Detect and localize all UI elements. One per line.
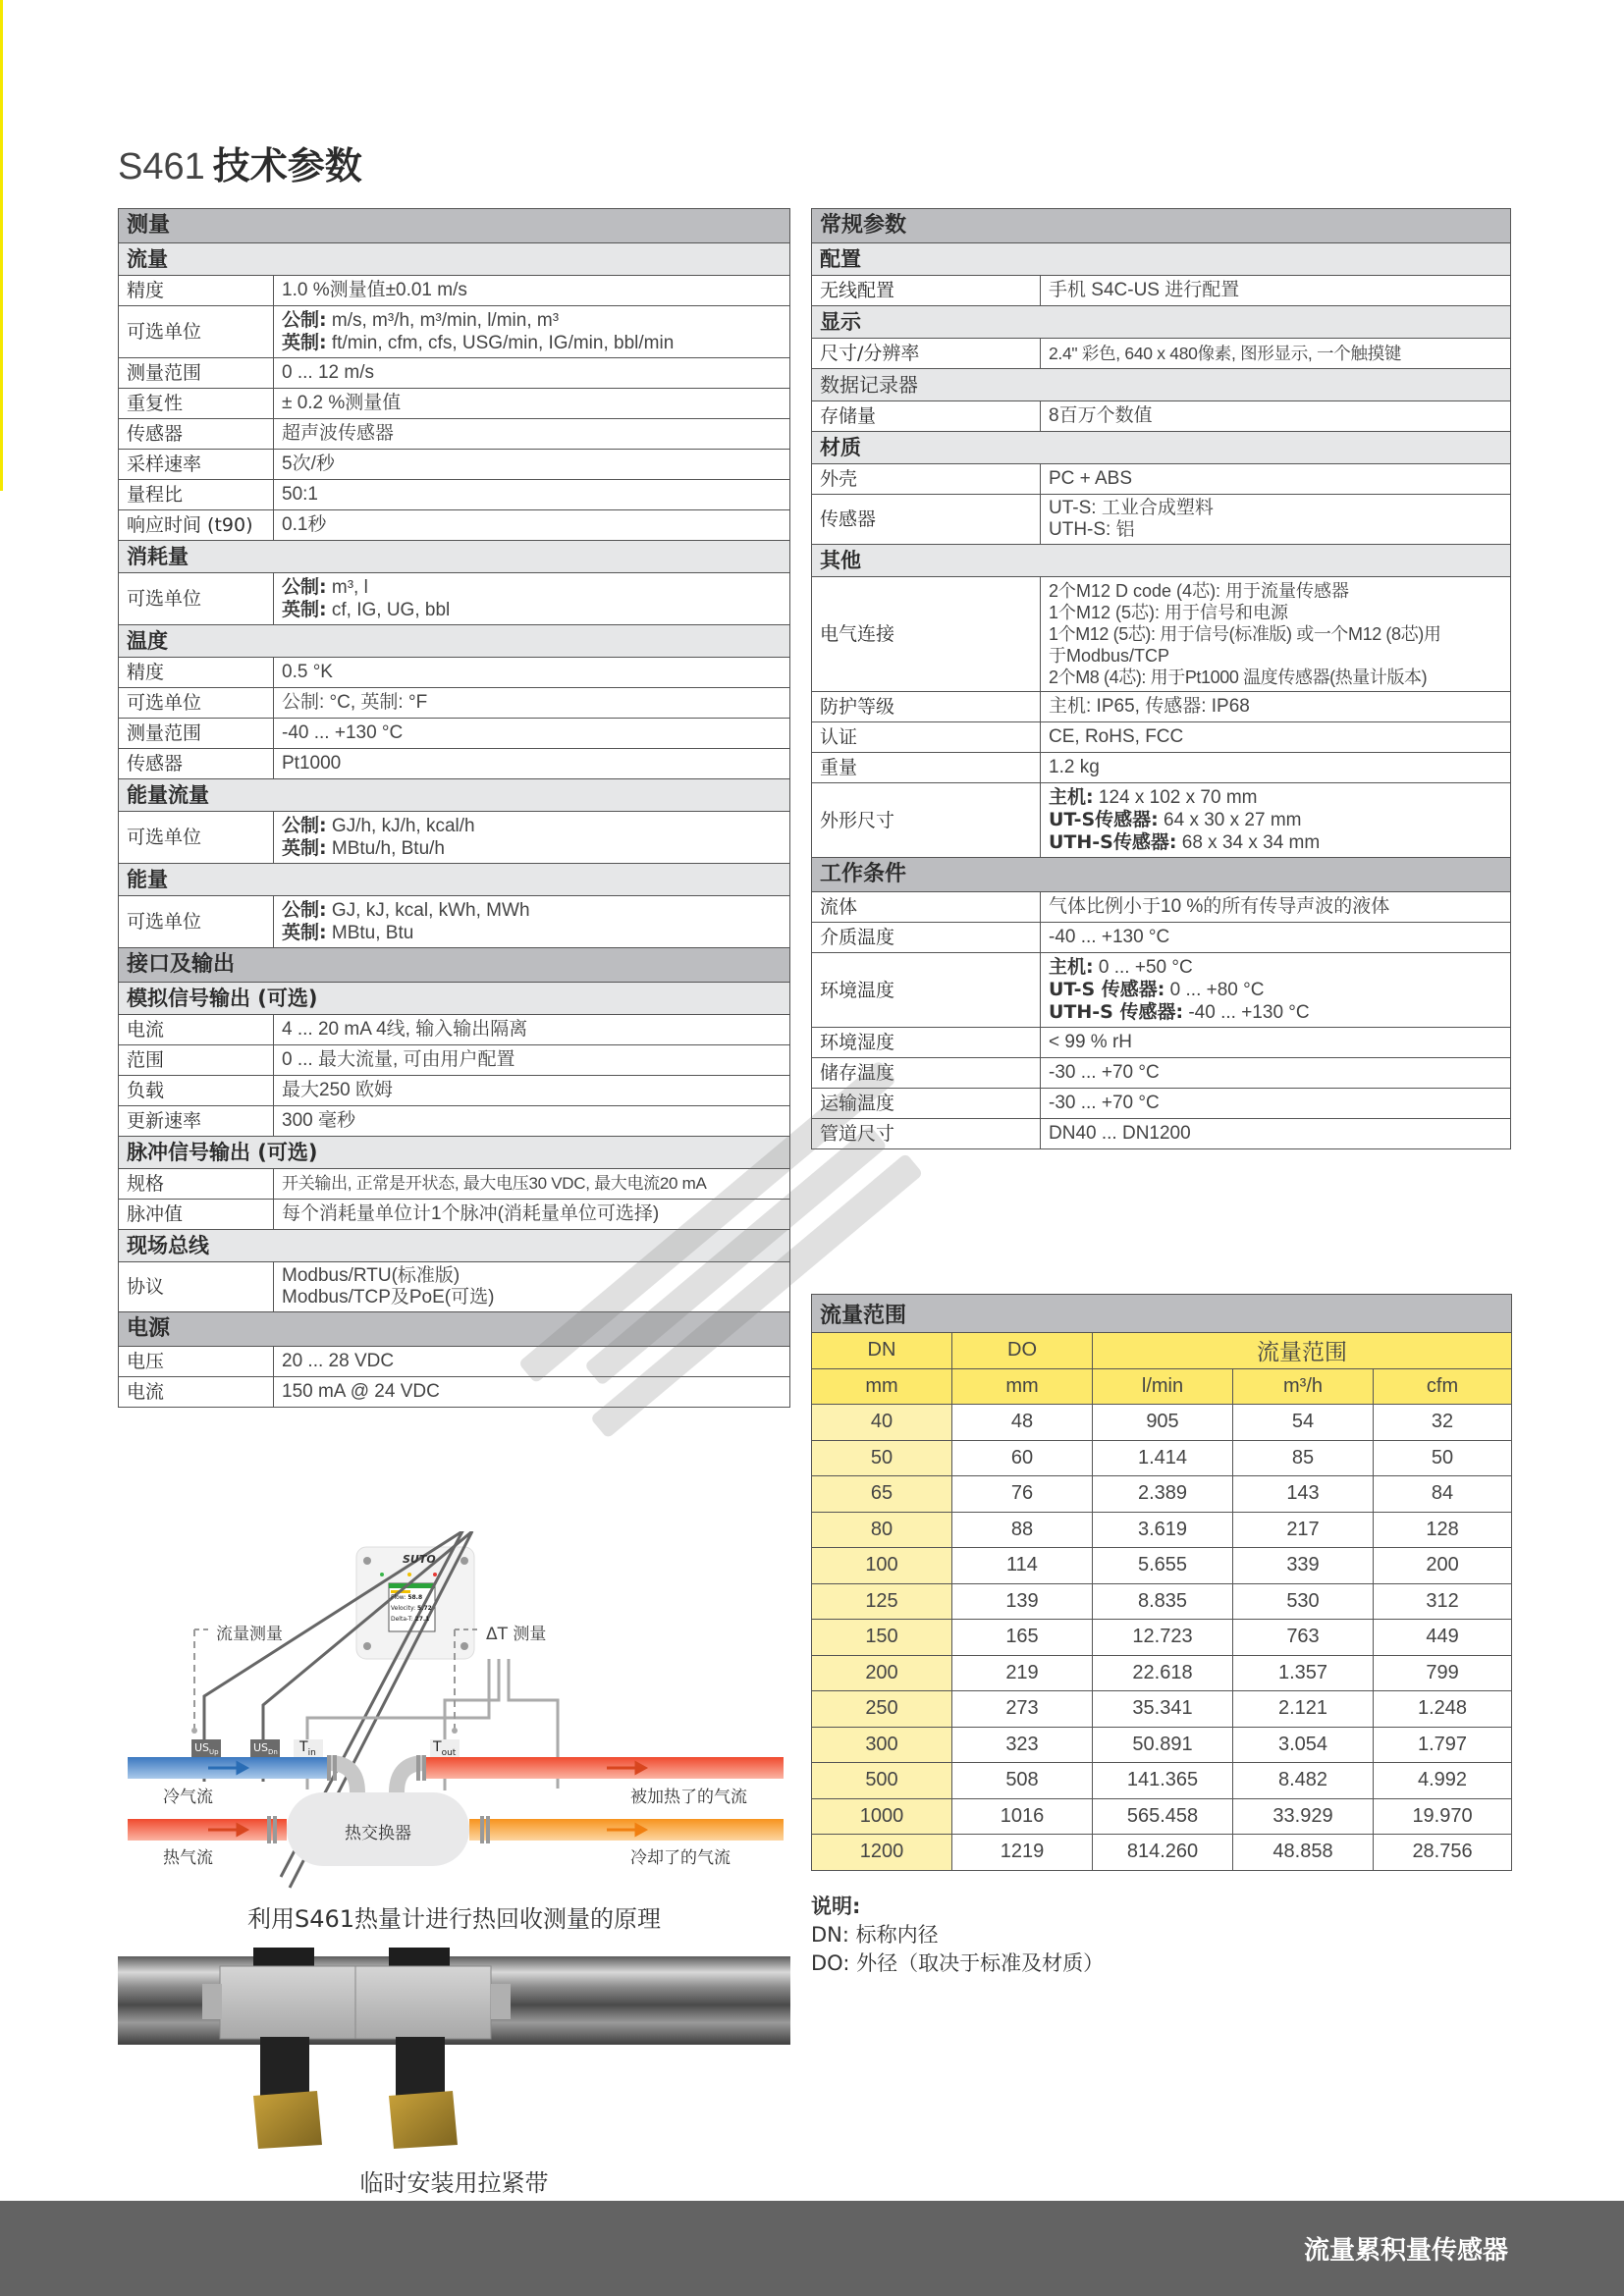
spec-value: 公制: °C, 英制: °F: [274, 688, 790, 719]
flow-range-row: [812, 1583, 1512, 1620]
spec-value: CE, RoHS, FCC: [1041, 722, 1511, 753]
edge-accent-line: [0, 0, 3, 491]
spec-row: [119, 1015, 790, 1045]
cell-m3h: 143: [1233, 1476, 1374, 1513]
spec-value: 主机: 0 ... +50 °C UT-S 传感器: 0 ... +80 °C UTH-S 传感器: -40 ... +130 °C: [1041, 953, 1511, 1028]
unit-cfm: cfm: [1374, 1368, 1512, 1405]
flow-range-title-row: [812, 1295, 1512, 1333]
spec-row: [119, 1377, 790, 1408]
cell-m3h: 1.357: [1233, 1655, 1374, 1691]
spec-row: [812, 923, 1511, 953]
section-header: [119, 948, 790, 983]
spec-label: 精度: [119, 276, 274, 306]
flow-range-row: [812, 1763, 1512, 1799]
cold-air-label: 冷气流: [163, 1788, 213, 1807]
cell-dn: 300: [812, 1727, 952, 1763]
spec-row: [812, 1089, 1511, 1119]
spec-value: 1.0 %测量值±0.01 m/s: [274, 276, 790, 306]
cell-m3h: 339: [1233, 1548, 1374, 1584]
cell-do: 323: [952, 1727, 1093, 1763]
section-header: [119, 209, 790, 243]
cell-do: 76: [952, 1476, 1093, 1513]
cell-cfm: 200: [1374, 1548, 1512, 1584]
section-header: [119, 1312, 790, 1347]
spec-label: 测量范围: [119, 719, 274, 749]
cell-dn: 1200: [812, 1835, 952, 1871]
subsection-header: [119, 1137, 790, 1169]
cell-lmin: 50.891: [1093, 1727, 1233, 1763]
spec-label: 传感器: [812, 495, 1041, 545]
footer-product-category: 流量累积量传感器: [1303, 2236, 1508, 2266]
spec-label: 更新速率: [119, 1106, 274, 1137]
flow-range-title: 流量范围: [812, 1295, 1512, 1333]
spec-row: [119, 450, 790, 480]
cell-do: 114: [952, 1548, 1093, 1584]
spec-value: 公制: GJ, kJ, kcal, kWh, MWh 英制: MBtu, Btu: [274, 896, 790, 948]
spec-label: 电压: [119, 1347, 274, 1377]
spec-value: 300 毫秒: [274, 1106, 790, 1137]
header-dn: DN: [812, 1333, 952, 1369]
spec-label: 负载: [119, 1076, 274, 1106]
flow-range-row: [812, 1655, 1512, 1691]
subsection-title: 能量流量: [119, 779, 790, 812]
section-title: 接口及输出: [119, 948, 790, 983]
spec-row: [119, 510, 790, 541]
spec-label: 可选单位: [119, 896, 274, 948]
note-dn: DN: 标称内径: [811, 1923, 939, 1947]
diagram-caption: 利用S461热量计进行热回收测量的原理: [246, 1905, 662, 1933]
cell-do: 1016: [952, 1798, 1093, 1835]
spec-value: 气体比例小于10 %的所有传导声波的液体: [1041, 892, 1511, 923]
cell-lmin: 3.619: [1093, 1512, 1233, 1548]
cell-dn: 50: [812, 1440, 952, 1476]
spec-value: -40 ... +130 °C: [274, 719, 790, 749]
spec-label: 介质温度: [812, 923, 1041, 953]
spec-value: Pt1000: [274, 749, 790, 779]
spec-row: [119, 1045, 790, 1076]
cell-cfm: 1.248: [1374, 1691, 1512, 1728]
spec-value: -30 ... +70 °C: [1041, 1089, 1511, 1119]
spec-row: [119, 276, 790, 306]
spec-row: [119, 573, 790, 625]
spec-row: [119, 658, 790, 688]
flow-range-row: [812, 1405, 1512, 1441]
cell-lmin: 814.260: [1093, 1835, 1233, 1871]
pipe-photo-graphic: [116, 1939, 793, 2160]
subsection-title: 消耗量: [119, 541, 790, 573]
spec-label: 认证: [812, 722, 1041, 753]
subsection-title: 流量: [119, 243, 790, 276]
cell-do: 165: [952, 1620, 1093, 1656]
flow-measure-label: 流量测量: [216, 1625, 283, 1644]
spec-label: 环境温度: [812, 953, 1041, 1028]
spec-label: 电流: [119, 1377, 274, 1408]
cell-m3h: 54: [1233, 1405, 1374, 1441]
cell-lmin: 141.365: [1093, 1763, 1233, 1799]
cell-m3h: 48.858: [1233, 1835, 1374, 1871]
spec-value: -30 ... +70 °C: [1041, 1058, 1511, 1089]
cell-cfm: 799: [1374, 1655, 1512, 1691]
spec-label: 范围: [119, 1045, 274, 1076]
spec-table-measurement: [118, 208, 790, 1408]
section-header: [812, 209, 1511, 243]
subsection-header: [812, 306, 1511, 339]
spec-label: 外形尺寸: [812, 783, 1041, 858]
spec-value: PC + ABS: [1041, 464, 1511, 495]
cell-cfm: 312: [1374, 1583, 1512, 1620]
subsection-title: 配置: [812, 243, 1511, 276]
spec-value: 50:1: [274, 480, 790, 510]
cell-do: 60: [952, 1440, 1093, 1476]
cell-lmin: 12.723: [1093, 1620, 1233, 1656]
spec-value: 8百万个数值: [1041, 401, 1511, 432]
cell-dn: 250: [812, 1691, 952, 1728]
cell-m3h: 3.054: [1233, 1727, 1374, 1763]
spec-label: 重复性: [119, 389, 274, 419]
cell-cfm: 28.756: [1374, 1835, 1512, 1871]
spec-row: [119, 419, 790, 450]
flow-range-row: [812, 1727, 1512, 1763]
spec-label: 响应时间 (t90): [119, 510, 274, 541]
spec-row: [812, 783, 1511, 858]
spec-value: 开关输出, 正常是开状态, 最大电压30 VDC, 最大电流20 mA: [274, 1169, 790, 1200]
cell-do: 508: [952, 1763, 1093, 1799]
spec-row: [119, 896, 790, 948]
spec-label: 规格: [119, 1169, 274, 1200]
cell-lmin: 1.414: [1093, 1440, 1233, 1476]
cell-lmin: 22.618: [1093, 1655, 1233, 1691]
spec-label: 协议: [119, 1262, 274, 1312]
cell-m3h: 85: [1233, 1440, 1374, 1476]
spec-row: [812, 276, 1511, 306]
spec-label: 管道尺寸: [812, 1119, 1041, 1149]
spec-value: 超声波传感器: [274, 419, 790, 450]
heated-air-label: 被加热了的气流: [630, 1788, 747, 1807]
cell-cfm: 50: [1374, 1440, 1512, 1476]
spec-row: [119, 1169, 790, 1200]
spec-value: ± 0.2 %测量值: [274, 389, 790, 419]
spec-value: Modbus/RTU(标准版) Modbus/TCP及PoE(可选): [274, 1262, 790, 1312]
cell-m3h: 763: [1233, 1620, 1374, 1656]
subsection-header: [119, 864, 790, 896]
spec-value: -40 ... +130 °C: [1041, 923, 1511, 953]
spec-row: [812, 1119, 1511, 1149]
spec-row: [119, 1347, 790, 1377]
cell-m3h: 2.121: [1233, 1691, 1374, 1728]
spec-value: < 99 % rH: [1041, 1028, 1511, 1058]
device-screen: [391, 1592, 434, 1625]
spec-label: 量程比: [119, 480, 274, 510]
spec-value: 150 mA @ 24 VDC: [274, 1377, 790, 1408]
spec-value: 2个M12 D code (4芯): 用于流量传感器 1个M12 (5芯): 用于信号和电源 1个M12 (5芯): 用于信号(标准版) 或一个M12 (8芯)用 于Modbus/TCP 2个M8 (4芯): 用于Pt1000 温度传感器(热量计版本): [1041, 577, 1511, 692]
spec-label: 流体: [812, 892, 1041, 923]
spec-row: [119, 688, 790, 719]
sensor-t-in: $T_{in}$: [299, 1739, 316, 1758]
spec-row: [119, 812, 790, 864]
page-title-model: S461: [118, 146, 205, 187]
subsection-title: 脉冲信号输出 (可选): [119, 1137, 790, 1169]
cell-dn: 150: [812, 1620, 952, 1656]
spec-row: [812, 892, 1511, 923]
spec-row: [812, 953, 1511, 1028]
spec-value: DN40 ... DN1200: [1041, 1119, 1511, 1149]
cell-cfm: 449: [1374, 1620, 1512, 1656]
section-header: [812, 858, 1511, 892]
spec-label: 采样速率: [119, 450, 274, 480]
subsection-header: [812, 432, 1511, 464]
cell-cfm: 19.970: [1374, 1798, 1512, 1835]
subsection-title: 数据记录器: [812, 369, 1511, 401]
spec-label: 存储量: [812, 401, 1041, 432]
flow-range-notes: [811, 1893, 1104, 1978]
spec-value: 0 ... 最大流量, 可由用户配置: [274, 1045, 790, 1076]
spec-row: [119, 358, 790, 389]
cell-lmin: 8.835: [1093, 1583, 1233, 1620]
spec-row: [119, 1106, 790, 1137]
flow-range-table: [811, 1294, 1512, 1871]
cell-dn: 1000: [812, 1798, 952, 1835]
spec-row: [812, 495, 1511, 545]
spec-label: 测量范围: [119, 358, 274, 389]
screen-row-velocity: Velocity: 5.72: [391, 1605, 432, 1612]
subsection-header: [812, 369, 1511, 401]
cell-cfm: 1.797: [1374, 1727, 1512, 1763]
subsection-header: [119, 243, 790, 276]
subsection-header: [812, 545, 1511, 577]
section-title: 电源: [119, 1312, 790, 1347]
cell-cfm: 84: [1374, 1476, 1512, 1513]
cell-cfm: 128: [1374, 1512, 1512, 1548]
subsection-header: [119, 541, 790, 573]
page-title-cn: 技术参数: [212, 144, 362, 187]
spec-value: 主机: 124 x 102 x 70 mm UT-S传感器: 64 x 30 x 27 mm UTH-S传感器: 68 x 34 x 34 mm: [1041, 783, 1511, 858]
spec-value: 20 ... 28 VDC: [274, 1347, 790, 1377]
spec-row: [119, 306, 790, 358]
spec-label: 尺寸/分辨率: [812, 339, 1041, 369]
device-brand-logo: SUTO: [403, 1553, 436, 1566]
flow-range-row: [812, 1548, 1512, 1584]
notes-heading: 说明:: [811, 1895, 861, 1918]
cell-dn: 65: [812, 1476, 952, 1513]
spec-row: [812, 1028, 1511, 1058]
unit-dn: mm: [812, 1368, 952, 1405]
heat-recovery-diagram: [116, 1531, 793, 1895]
spec-row: [812, 753, 1511, 783]
subsection-header: [119, 1230, 790, 1262]
flow-range-row: [812, 1512, 1512, 1548]
spec-value: 0.1秒: [274, 510, 790, 541]
flow-range-header-row: [812, 1333, 1512, 1369]
spec-row: [812, 401, 1511, 432]
cell-lmin: 2.389: [1093, 1476, 1233, 1513]
spec-value: 4 ... 20 mA 4线, 输入输出隔离: [274, 1015, 790, 1045]
spec-value: 最大250 欧姆: [274, 1076, 790, 1106]
subsection-header: [119, 625, 790, 658]
screen-row-delta-t: Delta-T: 27.1: [391, 1616, 430, 1623]
page-title: [118, 135, 362, 189]
note-do: DO: 外径（取决于标准及材质）: [811, 1951, 1105, 1975]
spec-value: 0.5 °K: [274, 658, 790, 688]
strap-installation-photo: [116, 1939, 793, 2160]
flow-range-row: [812, 1835, 1512, 1871]
flow-range-row: [812, 1798, 1512, 1835]
spec-row: [119, 749, 790, 779]
spec-label: 脉冲值: [119, 1200, 274, 1230]
spec-row: [119, 480, 790, 510]
cell-dn: 200: [812, 1655, 952, 1691]
cell-cfm: 32: [1374, 1405, 1512, 1441]
flow-range-units-row: [812, 1368, 1512, 1405]
unit-lmin: l/min: [1093, 1368, 1233, 1405]
subsection-header: [119, 983, 790, 1015]
cell-do: 48: [952, 1405, 1093, 1441]
spec-label: 精度: [119, 658, 274, 688]
cell-lmin: 565.458: [1093, 1798, 1233, 1835]
spec-value: 手机 S4C-US 进行配置: [1041, 276, 1511, 306]
spec-row: [119, 1076, 790, 1106]
hot-air-label: 热气流: [163, 1848, 213, 1868]
section-title: 测量: [119, 209, 790, 243]
cell-do: 139: [952, 1583, 1093, 1620]
spec-value: 每个消耗量单位计1个脉冲(消耗量单位可选择): [274, 1200, 790, 1230]
spec-label: 可选单位: [119, 306, 274, 358]
spec-row: [812, 692, 1511, 722]
spec-value: 0 ... 12 m/s: [274, 358, 790, 389]
spec-row: [119, 719, 790, 749]
cell-do: 88: [952, 1512, 1093, 1548]
spec-label: 可选单位: [119, 812, 274, 864]
subsection-title: 现场总线: [119, 1230, 790, 1262]
spec-row: [812, 577, 1511, 692]
delta-t-measure-label: ΔT 测量: [486, 1625, 547, 1644]
spec-label: 外壳: [812, 464, 1041, 495]
flow-range-row: [812, 1620, 1512, 1656]
cell-m3h: 33.929: [1233, 1798, 1374, 1835]
spec-value: 公制: m³, l 英制: cf, IG, UG, bbl: [274, 573, 790, 625]
spec-row: [812, 722, 1511, 753]
cell-lmin: 5.655: [1093, 1548, 1233, 1584]
subsection-title: 模拟信号输出 (可选): [119, 983, 790, 1015]
spec-row: [812, 339, 1511, 369]
spec-row: [119, 1262, 790, 1312]
flow-range-row: [812, 1440, 1512, 1476]
subsection-header: [812, 243, 1511, 276]
subsection-title: 显示: [812, 306, 1511, 339]
heat-exchanger-label: 热交换器: [345, 1824, 411, 1843]
cell-do: 273: [952, 1691, 1093, 1728]
spec-value: 公制: GJ/h, kJ/h, kcal/h 英制: MBtu/h, Btu/h: [274, 812, 790, 864]
spec-value: UT-S: 工业合成塑料 UTH-S: 铝: [1041, 495, 1511, 545]
cell-do: 1219: [952, 1835, 1093, 1871]
spec-row: [119, 389, 790, 419]
spec-label: 电气连接: [812, 577, 1041, 692]
sensor-t-out: $T_{out}$: [433, 1739, 457, 1758]
spec-value: 5次/秒: [274, 450, 790, 480]
spec-label: 可选单位: [119, 573, 274, 625]
subsection-title: 能量: [119, 864, 790, 896]
cell-m3h: 8.482: [1233, 1763, 1374, 1799]
spec-label: 储存温度: [812, 1058, 1041, 1089]
subsection-title: 其他: [812, 545, 1511, 577]
cell-do: 219: [952, 1655, 1093, 1691]
screen-row-flow: Flow: 58.8: [391, 1594, 423, 1601]
spec-value: 公制: m/s, m³/h, m³/min, l/min, m³ 英制: ft/min, cfm, cfs, USG/min, IG/min, bbl/min: [274, 306, 790, 358]
spec-row: [812, 1058, 1511, 1089]
spec-row: [812, 464, 1511, 495]
footer-bar: [0, 2201, 1624, 2296]
sensor-us-up: $US_{Up}$: [194, 1741, 219, 1757]
spec-value: 2.4" 彩色, 640 x 480像素, 图形显示, 一个触摸键: [1041, 339, 1511, 369]
flow-range-row: [812, 1476, 1512, 1513]
cell-dn: 40: [812, 1405, 952, 1441]
subsection-title: 材质: [812, 432, 1511, 464]
cell-lmin: 905: [1093, 1405, 1233, 1441]
spec-table-general: [811, 208, 1511, 1149]
spec-label: 防护等级: [812, 692, 1041, 722]
header-do: DO: [952, 1333, 1093, 1369]
spec-label: 无线配置: [812, 276, 1041, 306]
photo-caption: 临时安装用拉紧带: [359, 2169, 549, 2197]
cell-m3h: 530: [1233, 1583, 1374, 1620]
spec-label: 传感器: [119, 749, 274, 779]
spec-value: 1.2 kg: [1041, 753, 1511, 783]
cell-dn: 100: [812, 1548, 952, 1584]
subsection-header: [119, 779, 790, 812]
spec-label: 可选单位: [119, 688, 274, 719]
spec-value: 主机: IP65, 传感器: IP68: [1041, 692, 1511, 722]
header-flow-range: 流量范围: [1093, 1333, 1512, 1369]
spec-label: 运输温度: [812, 1089, 1041, 1119]
cell-lmin: 35.341: [1093, 1691, 1233, 1728]
unit-m3h: m³/h: [1233, 1368, 1374, 1405]
spec-label: 环境湿度: [812, 1028, 1041, 1058]
subsection-title: 温度: [119, 625, 790, 658]
section-title: 常规参数: [812, 209, 1511, 243]
cell-dn: 500: [812, 1763, 952, 1799]
flow-range-row: [812, 1691, 1512, 1728]
cell-m3h: 217: [1233, 1512, 1374, 1548]
sensor-us-dn: $US_{Dn}$: [253, 1741, 278, 1757]
cell-dn: 80: [812, 1512, 952, 1548]
spec-label: 电流: [119, 1015, 274, 1045]
cell-cfm: 4.992: [1374, 1763, 1512, 1799]
cooled-air-label: 冷却了的气流: [630, 1848, 731, 1868]
spec-label: 重量: [812, 753, 1041, 783]
section-title: 工作条件: [812, 858, 1511, 892]
spec-row: [119, 1200, 790, 1230]
unit-do: mm: [952, 1368, 1093, 1405]
cell-dn: 125: [812, 1583, 952, 1620]
spec-label: 传感器: [119, 419, 274, 450]
